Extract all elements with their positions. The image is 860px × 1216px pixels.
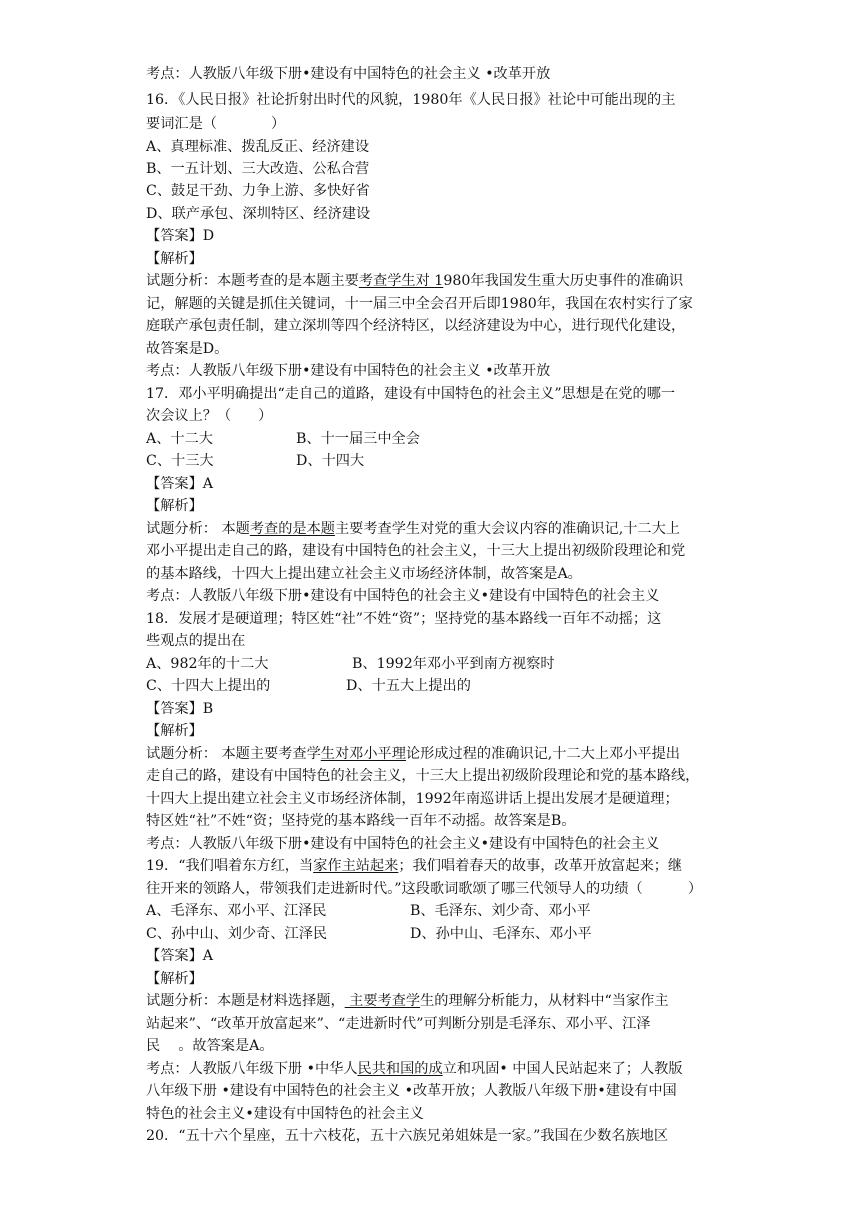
option-a: A、毛泽东、邓小平、江泽民 <box>146 903 327 919</box>
option-b: B、十一届三中全会 <box>296 431 420 447</box>
analysis-text: 庭联产承包责任制，建立深圳等四个经济特区，以经济建设为中心，进行现代化建设， <box>146 318 686 334</box>
kaodian-text-part: 立和巩固• 中国人民站起来了；人教版 <box>442 1061 683 1077</box>
analysis-text-part: 980年我国发生重大历史事件的准确识 <box>443 273 684 289</box>
analysis-text-part: 试题分析： 本题主要考查学 <box>146 746 321 762</box>
analysis-text-part: 论形成过程的准确识记,十二大上邓小平提出 <box>405 746 680 762</box>
kaodian-line: 考点：人教版八年级下册•建设有中国特色的社会主义 •改革开放 <box>146 66 551 82</box>
answer-label: 【答案】D <box>146 228 215 244</box>
kaodian-line: 考点：人教版八年级下册•建设有中国特色的社会主义•建设有中国特色的社会主义 <box>146 836 660 852</box>
kaodian-text-part: 考点：人教版八年级下册 •中华人 <box>146 1061 358 1077</box>
analysis-text <box>146 991 669 1011</box>
option-c: C、鼓足干劲、力争上游、多快好省 <box>146 183 370 199</box>
answer-label: 【答案】A <box>146 948 213 964</box>
option-d: D、十五大上提出的 <box>346 678 471 694</box>
analysis-text-part: 试题分析： 本题 <box>146 521 250 537</box>
question-17-cont: 次会议上？（ ） <box>146 408 273 424</box>
option-d: D、十四大 <box>296 453 365 469</box>
kaodian-line: 考点：人教版八年级下册•建设有中国特色的社会主义•建设有中国特色的社会主义 <box>146 588 660 604</box>
analysis-text: 邓小平提出走自己的路，建设有中国特色的社会主义，十三大上提出初级阶段理论和党 <box>146 543 686 559</box>
question-17: 17．邓小平明确提出“走自己的道路，建设有中国特色的社会主义”思想是在党的哪一 <box>146 386 676 402</box>
underlined-text: 民共和国的成 <box>357 1061 443 1077</box>
answer-label: 【答案】A <box>146 476 213 492</box>
option-c: C、孙中山、刘少奇、江泽民 <box>146 926 328 942</box>
analysis-text <box>146 744 680 764</box>
underlined-text: 考查的是本题 <box>249 521 335 537</box>
question-19 <box>146 856 682 876</box>
kaodian-line: 特色的社会主义•建设有中国特色的社会主义 <box>146 1106 424 1122</box>
option-b: B、一五计划、三大改造、公私合营 <box>146 161 370 177</box>
analysis-label: 【解析】 <box>146 971 203 987</box>
question-18: 18．发展才是硬道理；特区姓“社”不姓“资”；坚持党的基本路线一百年不动摇；这 <box>146 611 662 627</box>
analysis-text: 的基本路线，十四大上提出建立社会主义市场经济体制，故答案是A。 <box>146 566 582 582</box>
question-20: 20．“五十六个星座，五十六枝花，五十六族兄弟姐妹是一家。”我国在少数名族地区 <box>146 1128 669 1144</box>
kaodian-line <box>146 1059 683 1079</box>
question-18-cont: 些观点的提出在 <box>146 633 246 649</box>
question-16: 16．《人民日报》社论折射出时代的风貌，1980年《人民日报》社论中可能出现的主 <box>146 92 676 108</box>
analysis-text: 走自己的路，建设有中国特色的社会主义，十三大上提出初级阶段理论和党的基本路线， <box>146 768 700 784</box>
option-a: A、十二大 <box>146 431 213 447</box>
analysis-text <box>146 271 683 291</box>
question-16-cont: 要词汇是（ ） <box>146 116 286 132</box>
underlined-text: 家作主站起来 <box>313 858 399 874</box>
analysis-text-part: 试题分析：本题是材料选择题， <box>146 993 345 1009</box>
analysis-text: 故答案是D。 <box>146 341 229 357</box>
analysis-text: 民 。故答案是A。 <box>146 1038 274 1054</box>
option-c: C、十四大上提出的 <box>146 678 271 694</box>
analysis-text: 记，解题的关键是抓住关键词，十一届三中全会召开后即1980年，我国在农村实行了家 <box>146 296 693 312</box>
analysis-label: 【解析】 <box>146 498 203 514</box>
kaodian-line: 八年级下册 •建设有中国特色的社会主义 •改革开放；人教版八年级下册•建设有中国 <box>146 1083 677 1099</box>
question-text-part: 19．“我们唱着东方红，当 <box>146 858 314 874</box>
option-a: A、982年的十二大 <box>146 656 269 672</box>
analysis-label: 【解析】 <box>146 723 203 739</box>
option-b: B、1992年邓小平到南方视察时 <box>352 656 555 672</box>
analysis-text: 十四大上提出建立社会主义市场经济体制，1992年南巡讲话上提出发展才是硬道理； <box>146 791 679 807</box>
analysis-text: 特区姓“社”不姓“资；坚持党的基本路线一百年不动摇。故答案是B。 <box>146 813 576 829</box>
question-19-cont: 往开来的领路人，带领我们走进新时代。”这段歌词歌颂了哪三代领导人的功绩（ ） <box>146 881 703 897</box>
option-d: D、孙中山、毛泽东、邓小平 <box>410 926 592 942</box>
option-a: A、真理标准、拨乱反正、经济建设 <box>146 139 370 155</box>
analysis-label: 【解析】 <box>146 251 203 267</box>
analysis-text: 站起来”、“改革开放富起来”、“走进新时代”可判断分别是毛泽东、邓小平、江泽 <box>146 1016 651 1032</box>
option-c: C、十三大 <box>146 453 214 469</box>
underlined-text: 考查学生对 1 <box>358 273 444 289</box>
option-b: B、毛泽东、刘少奇、邓小平 <box>410 903 591 919</box>
kaodian-line: 考点：人教版八年级下册•建设有中国特色的社会主义 •改革开放 <box>146 363 551 379</box>
underlined-text: 生对邓小平理 <box>320 746 406 762</box>
analysis-text <box>146 519 680 539</box>
underlined-text: 主要考查学 <box>344 993 421 1009</box>
answer-label: 【答案】B <box>146 701 214 717</box>
analysis-text-part: 试题分析：本题考查的是本题主要 <box>146 273 359 289</box>
question-text-part: ；我们唱着春天的故事，改革开放富起来；继 <box>398 858 683 874</box>
analysis-text-part: 主要考查学生对党的重大会议内容的准确识记,十二大上 <box>334 521 680 537</box>
option-d: D、联产承包、深圳特区、经济建设 <box>146 206 371 222</box>
analysis-text-part: 生的理解分析能力，从材料中“当家作主 <box>420 993 669 1009</box>
